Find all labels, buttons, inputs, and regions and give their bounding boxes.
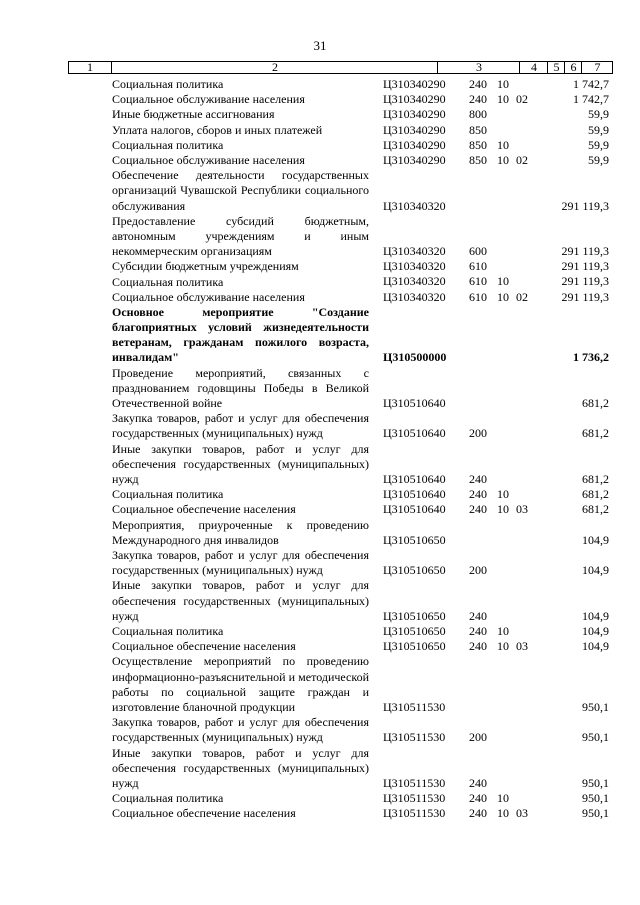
row-code: Ц310510640 bbox=[383, 487, 446, 502]
row-section: 10 bbox=[497, 92, 509, 107]
table-row bbox=[0, 578, 640, 624]
table-row bbox=[0, 290, 640, 305]
row-code: Ц310340290 bbox=[383, 137, 446, 152]
row-amount: 950,1 bbox=[582, 775, 609, 790]
row-amount: 1 736,2 bbox=[573, 350, 609, 365]
row-subsection: 02 bbox=[516, 92, 528, 107]
row-expense-type: 850 bbox=[469, 122, 487, 137]
row-name: Иные закупки товаров, работ и услуг для обеспечения государственных (муниципальных) нужд bbox=[112, 441, 369, 487]
row-expense-type: 200 bbox=[469, 426, 487, 441]
table-row bbox=[0, 502, 640, 517]
row-code: Ц310340290 bbox=[383, 107, 446, 122]
row-name: Социальная политика bbox=[112, 137, 224, 152]
row-name: Основное мероприятие "Создание благоприятных условий жизнедеятельности ветеранам, гражданам пожилого возраста, инвалидам" bbox=[112, 304, 369, 365]
table-row bbox=[0, 715, 640, 745]
row-section: 10 bbox=[497, 76, 509, 91]
row-section: 10 bbox=[497, 289, 509, 304]
table-row bbox=[0, 806, 640, 821]
header-col-7: 7 bbox=[581, 62, 613, 73]
row-code: Ц310340290 bbox=[383, 92, 446, 107]
row-section: 10 bbox=[497, 152, 509, 167]
row-name: Закупка товаров, работ и услуг для обеспечения государственных (муниципальных) нужд bbox=[112, 411, 369, 441]
row-subsection: 03 bbox=[516, 639, 528, 654]
row-code: Ц310510650 bbox=[383, 608, 446, 623]
row-amount: 104,9 bbox=[582, 532, 609, 547]
row-expense-type: 850 bbox=[469, 152, 487, 167]
row-expense-type: 610 bbox=[469, 259, 487, 274]
table-row bbox=[0, 123, 640, 138]
row-section: 10 bbox=[497, 639, 509, 654]
row-name: Осуществление мероприятий по проведению информационно-разъяснительной и методической работы по социальной защите граждан и изготовление бланочной продукции bbox=[112, 654, 369, 714]
row-amount: 104,9 bbox=[582, 563, 609, 578]
table-body bbox=[0, 77, 640, 822]
row-expense-type: 240 bbox=[469, 791, 487, 806]
table-row bbox=[0, 92, 640, 107]
row-amount: 104,9 bbox=[582, 639, 609, 654]
row-code: Ц310510650 bbox=[383, 623, 446, 638]
row-code: Ц310510640 bbox=[383, 472, 446, 487]
row-expense-type: 240 bbox=[469, 775, 487, 790]
header-col-3: 3 bbox=[437, 62, 520, 73]
table-row bbox=[0, 77, 640, 92]
row-section: 10 bbox=[497, 806, 509, 821]
row-amount: 950,1 bbox=[582, 791, 609, 806]
row-code: Ц310511530 bbox=[383, 775, 446, 790]
table-row bbox=[0, 411, 640, 441]
row-section: 10 bbox=[497, 274, 509, 289]
row-expense-type: 610 bbox=[469, 289, 487, 304]
row-amount: 681,2 bbox=[582, 396, 609, 411]
row-code: Ц310340290 bbox=[383, 122, 446, 137]
row-code: Ц310510650 bbox=[383, 532, 446, 547]
header-col-6: 6 bbox=[564, 62, 582, 73]
row-name: Социальное обеспечение населения bbox=[112, 502, 296, 517]
table-row bbox=[0, 624, 640, 639]
row-name: Закупка товаров, работ и услуг для обеспечения государственных (муниципальных) нужд bbox=[112, 548, 369, 578]
row-expense-type: 240 bbox=[469, 623, 487, 638]
row-code: Ц310510650 bbox=[383, 563, 446, 578]
table-header bbox=[68, 61, 613, 74]
row-amount: 291 119,3 bbox=[561, 198, 609, 213]
table-row bbox=[0, 548, 640, 578]
table-row bbox=[0, 366, 640, 412]
table-row bbox=[0, 746, 640, 792]
row-name: Иные бюджетные ассигнования bbox=[112, 107, 275, 122]
row-name: Закупка товаров, работ и услуг для обеспечения государственных (муниципальных) нужд bbox=[112, 715, 369, 745]
row-code: Ц310511530 bbox=[383, 806, 446, 821]
row-amount: 950,1 bbox=[582, 806, 609, 821]
row-code: Ц310511530 bbox=[383, 730, 446, 745]
table-row bbox=[0, 153, 640, 168]
header-col-4: 4 bbox=[519, 62, 548, 73]
row-section: 10 bbox=[497, 502, 509, 517]
row-amount: 59,9 bbox=[588, 137, 609, 152]
row-amount: 950,1 bbox=[582, 730, 609, 745]
row-amount: 681,2 bbox=[582, 472, 609, 487]
row-name: Социальное обеспечение населения bbox=[112, 806, 296, 821]
header-col-2: 2 bbox=[111, 62, 438, 73]
row-code: Ц310340320 bbox=[383, 198, 446, 213]
row-code: Ц310340320 bbox=[383, 289, 446, 304]
row-name: Мероприятия, приуроченные к проведению Международного дня инвалидов bbox=[112, 517, 369, 547]
table-row bbox=[0, 791, 640, 806]
row-amount: 1 742,7 bbox=[573, 92, 609, 107]
row-name: Социальная политика bbox=[112, 274, 224, 289]
row-section: 10 bbox=[497, 791, 509, 806]
row-amount: 59,9 bbox=[588, 107, 609, 122]
row-expense-type: 240 bbox=[469, 806, 487, 821]
row-name: Уплата налогов, сборов и иных платежей bbox=[112, 122, 323, 137]
row-name: Субсидии бюджетным учреждениям bbox=[112, 259, 299, 274]
page-number: 31 bbox=[313, 38, 327, 53]
row-section: 10 bbox=[497, 623, 509, 638]
row-amount: 1 742,7 bbox=[573, 76, 609, 91]
row-amount: 681,2 bbox=[582, 502, 609, 517]
row-amount: 291 119,3 bbox=[561, 274, 609, 289]
table-row bbox=[0, 518, 640, 548]
row-subsection: 03 bbox=[516, 806, 528, 821]
row-subsection: 02 bbox=[516, 289, 528, 304]
row-amount: 291 119,3 bbox=[561, 289, 609, 304]
table-row bbox=[0, 639, 640, 654]
row-expense-type: 240 bbox=[469, 487, 487, 502]
row-code: Ц310340320 bbox=[383, 244, 446, 259]
table-row bbox=[0, 214, 640, 260]
row-amount: 104,9 bbox=[582, 608, 609, 623]
row-amount: 59,9 bbox=[588, 152, 609, 167]
row-name: Социальное обслуживание населения bbox=[112, 92, 305, 107]
row-code: Ц310500000 bbox=[383, 350, 447, 365]
row-expense-type: 240 bbox=[469, 76, 487, 91]
table-row bbox=[0, 275, 640, 290]
header-col-5: 5 bbox=[547, 62, 565, 73]
row-code: Ц310340320 bbox=[383, 274, 446, 289]
row-name: Социальная политика bbox=[112, 791, 224, 806]
row-expense-type: 610 bbox=[469, 274, 487, 289]
row-subsection: 03 bbox=[516, 502, 528, 517]
row-amount: 291 119,3 bbox=[561, 259, 609, 274]
row-expense-type: 200 bbox=[469, 730, 487, 745]
row-code: Ц310510640 bbox=[383, 426, 446, 441]
row-code: Ц310510640 bbox=[383, 396, 446, 411]
row-expense-type: 240 bbox=[469, 502, 487, 517]
table-row bbox=[0, 138, 640, 153]
row-name: Социальное обслуживание населения bbox=[112, 289, 305, 304]
row-name: Социальная политика bbox=[112, 487, 224, 502]
row-name: Социальное обслуживание населения bbox=[112, 152, 305, 167]
row-code: Ц310510640 bbox=[383, 502, 446, 517]
row-name: Иные закупки товаров, работ и услуг для обеспечения государственных (муниципальных) нужд bbox=[112, 745, 369, 790]
row-name: Обеспечение деятельности государственных организаций Чувашской Республики социального обслуживания bbox=[112, 168, 369, 213]
row-amount: 681,2 bbox=[582, 487, 609, 502]
table-row bbox=[0, 168, 640, 214]
row-subsection: 02 bbox=[516, 152, 528, 167]
header-col-1: 1 bbox=[87, 60, 93, 74]
row-code: Ц310340290 bbox=[383, 76, 446, 91]
row-name: Социальная политика bbox=[112, 624, 224, 638]
table-row bbox=[0, 107, 640, 122]
row-amount: 681,2 bbox=[582, 426, 609, 441]
row-expense-type: 200 bbox=[469, 563, 487, 578]
row-section: 10 bbox=[497, 137, 509, 152]
table-row bbox=[0, 305, 640, 366]
table-row bbox=[0, 442, 640, 488]
row-amount: 950,1 bbox=[582, 699, 609, 714]
row-name: Предоставление субсидий бюджетным, автономным учреждениям и иным некоммерческим организациям bbox=[112, 213, 369, 259]
row-name: Иные закупки товаров, работ и услуг для обеспечения государственных (муниципальных) нужд bbox=[112, 578, 369, 623]
row-amount: 59,9 bbox=[588, 122, 609, 137]
row-amount: 104,9 bbox=[582, 623, 609, 638]
row-expense-type: 240 bbox=[469, 639, 487, 654]
row-name: Социальная политика bbox=[112, 77, 224, 91]
row-code: Ц310340290 bbox=[383, 152, 446, 167]
row-code: Ц310510650 bbox=[383, 639, 446, 654]
row-expense-type: 240 bbox=[469, 92, 487, 107]
row-name: Социальное обеспечение населения bbox=[112, 639, 296, 654]
table-row bbox=[0, 487, 640, 502]
row-expense-type: 600 bbox=[469, 244, 487, 259]
row-amount: 291 119,3 bbox=[561, 244, 609, 259]
row-name: Проведение мероприятий, связанных с празднованием годовщины Победы в Великой Отечественной войне bbox=[112, 365, 369, 411]
row-code: Ц310340320 bbox=[383, 259, 446, 274]
row-expense-type: 850 bbox=[469, 137, 487, 152]
row-expense-type: 240 bbox=[469, 608, 487, 623]
table-row bbox=[0, 259, 640, 274]
row-section: 10 bbox=[497, 487, 509, 502]
row-expense-type: 240 bbox=[469, 472, 487, 487]
row-expense-type: 800 bbox=[469, 107, 487, 122]
table-row bbox=[0, 654, 640, 715]
row-code: Ц310511530 bbox=[383, 699, 446, 714]
row-code: Ц310511530 bbox=[383, 791, 446, 806]
